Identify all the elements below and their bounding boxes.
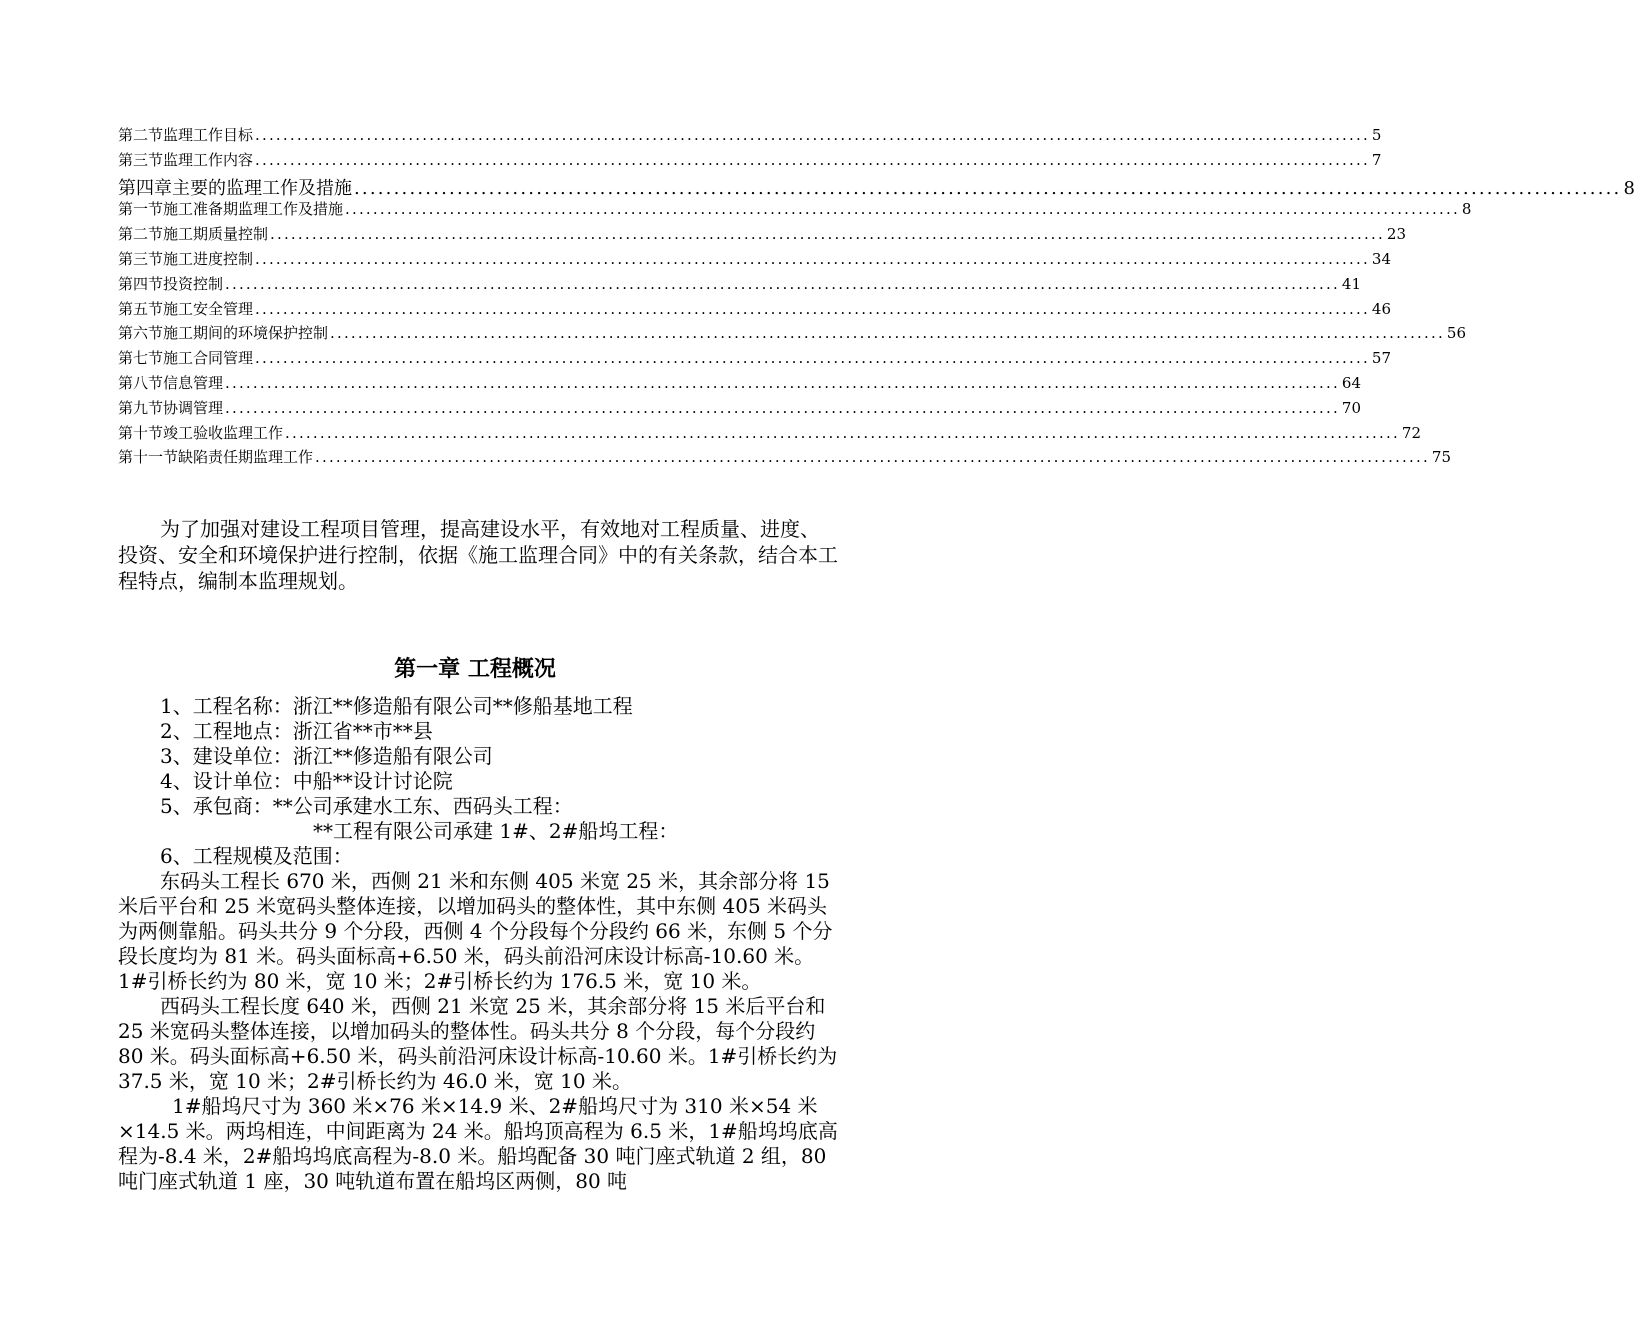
toc-entry-title: 协调管理 (163, 398, 224, 417)
toc-entry[interactable] (118, 397, 1362, 422)
toc-entry[interactable] (118, 149, 1382, 174)
toc-leader-dots: ................................................................................................................................................................ (354, 177, 1622, 199)
toc-entry-label: 第十节 (118, 423, 164, 442)
toc-entry-label: 第七节 (118, 349, 164, 368)
toc-entry-title: 施工进度控制 (163, 249, 254, 268)
toc-entry-title: 施工准备期监理工作及措施 (163, 200, 344, 219)
toc-leader-dots: ................................................................................................................................................................ (270, 225, 1385, 244)
overview-paragraph: 西码头工程长度 640 米，西侧 21 米宽 25 米，其余部分将 15 米后平台和 25 米宽码头整体连接，以增加码头的整体性。码头共分 8 个分段，每个分段约 80 米。码头面标高+6.50 米，码头前沿河床设计标高-10.60 米。1#引桥长约为 37.5 米，宽 10 米；2#引桥长约为 46.0 米，宽 10 米。 (118, 994, 838, 1093)
toc-leader-dots: ................................................................................................................................................................ (330, 324, 1445, 343)
overview-item: 3、建设单位：浙江**修造船有限公司 (160, 744, 493, 768)
toc-entry-label: 第三节 (118, 249, 164, 268)
toc-entry-page: 75 (1431, 448, 1452, 467)
toc-entry[interactable] (118, 347, 1392, 372)
toc-leader-dots: ................................................................................................................................................................ (255, 299, 1370, 318)
overview-item: 1、工程名称：浙江**修造船有限公司**修船基地工程 (160, 694, 633, 718)
toc-entry-label: 第八节 (118, 373, 164, 392)
toc-entry-page: 41 (1341, 274, 1362, 293)
overview-item: 6、工程规模及范围： (160, 844, 353, 868)
toc-entry-label: 第一节 (118, 200, 164, 219)
toc-entry-label: 第四章 (118, 177, 172, 199)
toc-leader-dots: ................................................................................................................................................................ (285, 423, 1400, 442)
toc-entry-title: 缺陷责任期监理工作 (178, 448, 314, 467)
toc-entry-page: 5 (1371, 126, 1382, 144)
intro-paragraph: 为了加强对建设工程项目管理，提高建设水平，有效地对工程质量、进度、投资、安全和环境保护进行控制，依据《施工监理合同》中的有关条款，结合本工程特点，编制本监理规划。 (118, 517, 838, 593)
toc-entry-page: 72 (1401, 423, 1422, 442)
overview-paragraph: 1#船坞尺寸为 360 米×76 米×14.9 米、2#船坞尺寸为 310 米×54 米×14.5 米。两坞相连，中间距离为 24 米。船坞顶高程为 6.5 米，1#船坞坞底高程为-8.4 米，2#船坞坞底高程为-8.0 米。船坞配备 30 吨门座式轨道 2 组，80 吨门座式轨道 1 座，30 吨轨道布置在船坞区两侧，80 吨 (118, 1094, 838, 1193)
toc-entry[interactable] (118, 298, 1392, 323)
toc-entry-title: 施工合同管理 (163, 349, 254, 368)
toc-entry[interactable] (118, 124, 1382, 149)
toc-entry-page: 56 (1446, 324, 1467, 343)
toc-entry-page: 8 (1461, 200, 1472, 219)
toc-entry-label: 第二节 (118, 126, 164, 144)
toc-leader-dots: ................................................................................................................................................................ (255, 126, 1370, 144)
chapter-title: 第一章 工程概况 (394, 656, 556, 682)
overview-paragraph: 东码头工程长 670 米，西侧 21 米和东侧 405 米宽 25 米，其余部分将 15 米后平台和 25 米宽码头整体连接，以增加码头的整体性，其中东侧 405 米码头为两侧靠船。码头共分 9 个分段，西侧 4 个分段每个分段约 66 米，东侧 5 个分段长度均为 81 米。码头面标高+6.50 米，码头前沿河床设计标高-10.60 米。1#引桥长约为 80 米，宽 10 米；2#引桥长约为 176.5 米，宽 10 米。 (118, 869, 833, 993)
toc-entry-title: 信息管理 (163, 373, 224, 392)
toc-entry-page: 70 (1341, 398, 1362, 417)
toc-entry[interactable] (118, 422, 1422, 447)
toc-entry-label: 第五节 (118, 299, 164, 318)
table-of-contents (118, 124, 1635, 471)
project-overview (118, 694, 838, 1194)
overview-item: 4、设计单位：中船**设计讨论院 (160, 769, 453, 793)
toc-entry-title: 监理工作目标 (163, 126, 254, 144)
toc-entry-title: 投资控制 (163, 274, 224, 293)
toc-entry-label: 第四节 (118, 274, 164, 293)
toc-entry-page: 23 (1386, 225, 1407, 244)
overview-item: 2、工程地点：浙江省**市**县 (160, 719, 433, 743)
toc-entry-label: 第三节 (118, 150, 164, 169)
toc-entry[interactable] (118, 248, 1392, 273)
toc-leader-dots: ................................................................................................................................................................ (315, 448, 1430, 467)
toc-entry-title: 施工期间的环境保护控制 (163, 324, 329, 343)
toc-leader-dots: ................................................................................................................................................................ (255, 249, 1370, 268)
toc-leader-dots: ................................................................................................................................................................ (255, 150, 1370, 169)
toc-leader-dots: ................................................................................................................................................................ (225, 398, 1340, 417)
toc-entry-page: 34 (1371, 249, 1392, 268)
toc-entry-title: 施工期质量控制 (163, 225, 269, 244)
toc-entry[interactable] (118, 446, 1452, 471)
toc-entry-title: 监理工作内容 (163, 150, 254, 169)
toc-entry[interactable] (118, 174, 1635, 199)
overview-item: **工程有限公司承建 1#、2#船坞工程： (313, 819, 679, 843)
toc-entry-page: 46 (1371, 299, 1392, 318)
toc-leader-dots: ................................................................................................................................................................ (225, 373, 1340, 392)
toc-entry-page: 7 (1371, 150, 1382, 169)
toc-entry[interactable] (118, 198, 1472, 223)
toc-leader-dots: ................................................................................................................................................................ (255, 349, 1370, 368)
toc-entry-title: 竣工验收监理工作 (163, 423, 284, 442)
toc-entry[interactable] (118, 273, 1362, 298)
toc-entry-page: 8 (1623, 177, 1635, 199)
toc-leader-dots: ................................................................................................................................................................ (345, 200, 1460, 219)
toc-entry-title: 主要的监理工作及措施 (172, 177, 352, 199)
toc-entry[interactable] (118, 372, 1362, 397)
toc-leader-dots: ................................................................................................................................................................ (225, 274, 1340, 293)
toc-entry-label: 第二节 (118, 225, 164, 244)
toc-entry[interactable] (118, 223, 1407, 248)
overview-item: 5、承包商：**公司承建水工东、西码头工程： (160, 794, 573, 818)
toc-entry-label: 第十一节 (118, 448, 179, 467)
toc-entry[interactable] (118, 322, 1467, 347)
toc-entry-page: 57 (1371, 349, 1392, 368)
toc-entry-label: 第九节 (118, 398, 164, 417)
toc-entry-page: 64 (1341, 373, 1362, 392)
toc-entry-title: 施工安全管理 (163, 299, 254, 318)
toc-entry-label: 第六节 (118, 324, 164, 343)
